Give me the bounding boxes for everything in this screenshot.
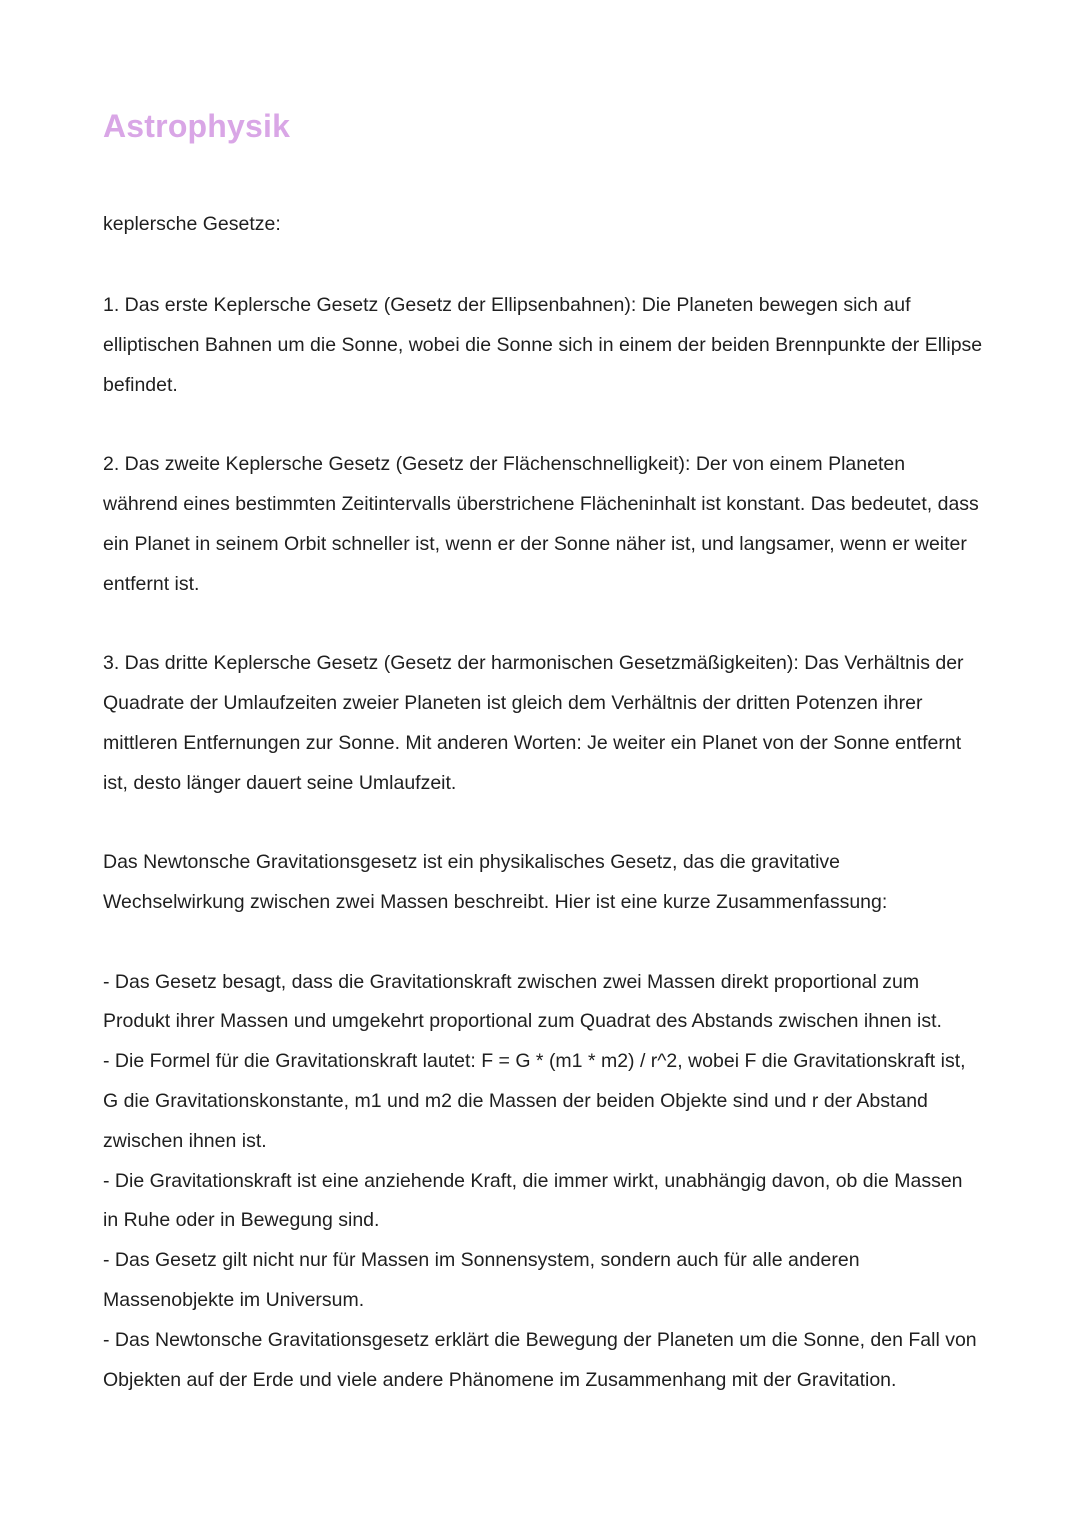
newton-intro: Das Newtonsche Gravitationsgesetz ist ein physikalisches Gesetz, das die gravitative Wechselwirkung zwischen zwei Massen beschreibt. Hier ist eine kurze Zusammenfassung:: [103, 851, 888, 913]
kepler-law-1: 1. Das erste Keplersche Gesetz (Gesetz der Ellipsenbahnen): Die Planeten bewegen sich auf elliptischen Bahnen um die Sonne, wobei die Sonne sich in einem der beiden Brennpunkte der Ellipse befindet.: [103, 294, 983, 396]
newton-points-list: [103, 963, 983, 1401]
document-page: [103, 100, 983, 1400]
page-title: Astrophysik: [103, 108, 291, 144]
kepler-law-3: 3. Das dritte Keplersche Gesetz (Gesetz der harmonischen Gesetzmäßigkeiten): Das Verhältnis der Quadrate der Umlaufzeiten zweier Planeten ist gleich dem Verhältnis der dritten Potenzen ihrer mittleren Entfernungen zur Sonne. Mit anderen Worten: Je weiter ein Planet von der Sonne entfernt ist, desto länger dauert seine Umlaufzeit.: [103, 652, 964, 794]
newton-point: - Das Gesetz gilt nicht nur für Massen im Sonnensystem, sondern auch für alle anderen Massenobjekte im Universum.: [103, 1249, 860, 1311]
kepler-law-2: 2. Das zweite Keplersche Gesetz (Gesetz der Flächenschnelligkeit): Der von einem Planeten während eines bestimmten Zeitintervalls überstrichene Flächeninhalt ist konstant. Das bedeutet, dass ein Planet in seinem Orbit schneller ist, wenn er der Sonne näher ist, und langsamer, wenn er weiter entfernt ist.: [103, 453, 979, 595]
newton-point: - Die Gravitationskraft ist eine anziehende Kraft, die immer wirkt, unabhängig davon, ob die Massen in Ruhe oder in Bewegung sind.: [103, 1169, 963, 1232]
section-heading-kepler: keplersche Gesetze:: [103, 213, 281, 235]
newton-point: - Das Gesetz besagt, dass die Gravitationskraft zwischen zwei Massen direkt proportional zum Produkt ihrer Massen und umgekehrt proportional zum Quadrat des Abstands zwischen ihnen ist.: [103, 970, 942, 1033]
newton-point: - Das Newtonsche Gravitationsgesetz erklärt die Bewegung der Planeten um die Sonne, den Fall von Objekten auf der Erde und viele andere Phänomene im Zusammenhang mit der Gravitation.: [103, 1328, 977, 1391]
newton-point: - Die Formel für die Gravitationskraft lautet: F = G * (m1 * m2) / r^2, wobei F die Gravitationskraft ist, G die Gravitationskonstante, m1 und m2 die Massen der beiden Objekte sind und r der Abstand zwischen ihnen ist.: [103, 1050, 966, 1152]
